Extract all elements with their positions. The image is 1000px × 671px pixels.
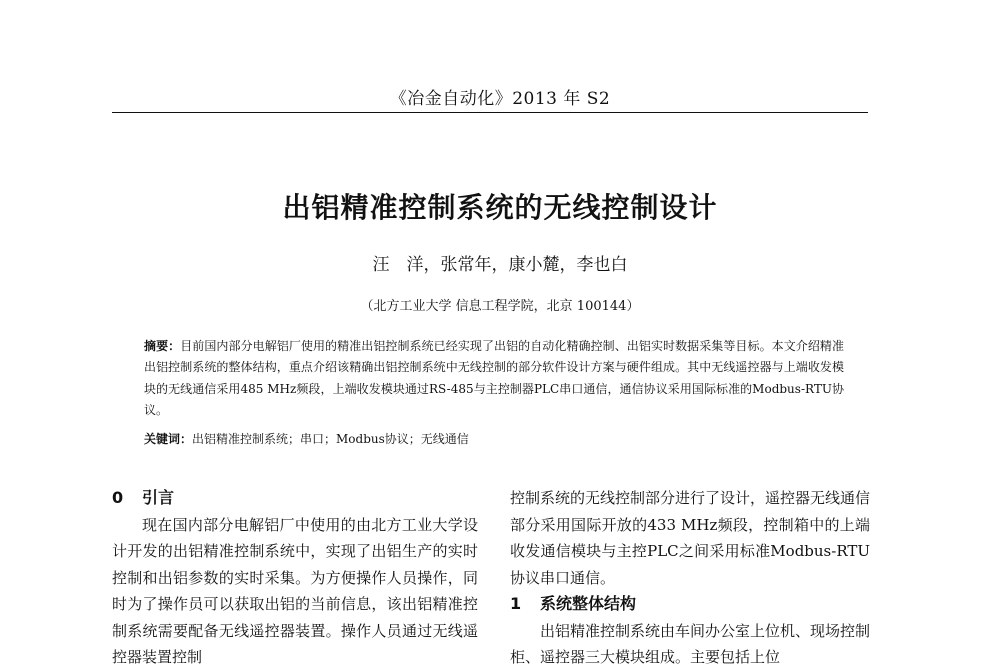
right-column	[510, 485, 870, 671]
intro-paragraph: 现在国内部分电解铝厂中使用的由北方工业大学设计开发的出铝精准控制系统中，实现了出铝生产的实时控制和出铝参数的实时采集。为方便操作人员操作，同时为了操作员可以获取出铝的当前信息，该出铝精准控制系统需要配备无线遥控器装置。操作人员通过无线遥控器装置控制	[112, 515, 478, 666]
header-rule	[112, 112, 868, 113]
section-title: 引言	[142, 488, 175, 507]
affiliation: （北方工业大学 信息工程学院，北京 100144）	[360, 299, 640, 314]
keywords-text: 出铝精准控制系统；串口；Modbus协议；无线通信	[192, 432, 469, 446]
authors: 汪 洋，张常年，康小麓，李也白	[372, 255, 628, 275]
abstract-label: 摘要：	[144, 339, 181, 353]
abstract-text: 目前国内部分电解铝厂使用的精准出铝控制系统已经实现了出铝的自动化精确控制、出铝实时数据采集等目标。本文介绍精准出铝控制系统的整体结构，重点介绍该精确出铝控制系统中无线控制的部分软件设计方案与硬件组成。其中无线遥控器与上端收发模块的无线通信采用485 MHz频段，上端收发模块通过RS-485与主控制器PLC串口通信，通信协议采用国际标准的Modbus-RTU协议。	[144, 339, 844, 418]
structure-paragraph: 出铝精准控制系统由车间办公室上位机、现场控制柜、遥控器三大模块组成。主要包括上位	[510, 621, 871, 666]
section-number: 1	[510, 594, 522, 613]
keywords	[144, 430, 844, 447]
section-heading-intro	[112, 485, 478, 512]
section-title: 系统整体结构	[540, 594, 637, 613]
journal-header: 《冶金自动化》2013 年 S2	[389, 89, 611, 109]
keywords-label: 关键词：	[144, 432, 193, 446]
left-column	[112, 485, 478, 671]
paper-title: 出铝精准控制系统的无线控制设计	[282, 191, 718, 224]
abstract	[144, 336, 844, 422]
intro-paragraph-continued: 控制系统的无线控制部分进行了设计，遥控器无线通信部分采用国际开放的433 MHz频段，控制箱中的上端收发通信模块与主控PLC之间采用标准Modbus-RTU协议串口通信。	[510, 489, 871, 587]
section-number: 0	[112, 488, 124, 507]
section-heading-structure	[510, 591, 870, 618]
